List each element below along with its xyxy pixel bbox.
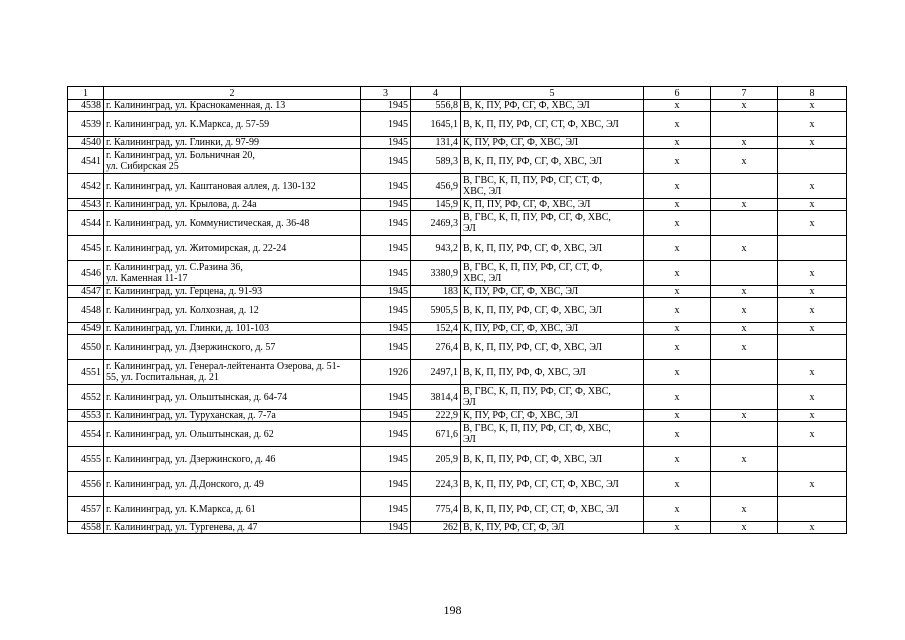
year-cell: 1945 xyxy=(361,211,411,236)
header-row xyxy=(68,87,847,100)
area-cell: 556,8 xyxy=(411,100,461,112)
row-id: 4539 xyxy=(68,112,104,137)
utilities-cell: В, К, П, ПУ, РФ, СГ, СТ, Ф, ХВС, ЭЛ xyxy=(461,112,644,137)
col6-mark: х xyxy=(644,137,711,149)
area-cell: 456,9 xyxy=(411,174,461,199)
row-id: 4545 xyxy=(68,236,104,261)
row-id: 4550 xyxy=(68,335,104,360)
col6-mark: х xyxy=(644,286,711,298)
utilities-cell: В, ГВС, К, П, ПУ, РФ, СГ, Ф, ХВС, ЭЛ xyxy=(461,422,644,447)
col8-mark xyxy=(778,236,847,261)
row-id: 4556 xyxy=(68,472,104,497)
row-id: 4546 xyxy=(68,261,104,286)
table-row xyxy=(68,149,847,174)
address-cell: г. Калининград, ул. Крылова, д. 24а xyxy=(104,199,361,211)
col6-mark: х xyxy=(644,261,711,286)
col7-mark: х xyxy=(711,298,778,323)
col7-mark xyxy=(711,360,778,385)
area-cell: 1645,1 xyxy=(411,112,461,137)
column-header-3: 3 xyxy=(361,87,411,100)
col6-mark: х xyxy=(644,497,711,522)
utilities-cell: В, ГВС, К, П, ПУ, РФ, СГ, Ф, ХВС, ЭЛ xyxy=(461,211,644,236)
column-header-4: 4 xyxy=(411,87,461,100)
table-row xyxy=(68,360,847,385)
table-row xyxy=(68,286,847,298)
year-cell: 1945 xyxy=(361,447,411,472)
col7-mark xyxy=(711,422,778,447)
address-cell: г. Калининград, ул. Туруханская, д. 7-7а xyxy=(104,410,361,422)
utilities-cell: В, ГВС, К, П, ПУ, РФ, СГ, СТ, Ф, ХВС, ЭЛ xyxy=(461,261,644,286)
table-row xyxy=(68,410,847,422)
utilities-cell: В, К, П, ПУ, РФ, СГ, Ф, ХВС, ЭЛ xyxy=(461,236,644,261)
row-id: 4544 xyxy=(68,211,104,236)
address-cell: г. Калининград, ул. К.Маркса, д. 57-59 xyxy=(104,112,361,137)
address-cell: г. Калининград, ул. Больничная 20, ул. Сибирская 25 xyxy=(104,149,361,174)
col7-mark xyxy=(711,174,778,199)
year-cell: 1945 xyxy=(361,137,411,149)
col6-mark: х xyxy=(644,360,711,385)
col7-mark: х xyxy=(711,149,778,174)
row-id: 4551 xyxy=(68,360,104,385)
col8-mark: х xyxy=(778,100,847,112)
col7-mark: х xyxy=(711,447,778,472)
area-cell: 943,2 xyxy=(411,236,461,261)
col7-mark: х xyxy=(711,137,778,149)
col7-mark xyxy=(711,472,778,497)
address-cell: г. Калининград, ул. К.Маркса, д. 61 xyxy=(104,497,361,522)
utilities-cell: В, ГВС, К, П, ПУ, РФ, СГ, Ф, ХВС, ЭЛ xyxy=(461,385,644,410)
address-cell: г. Калининград, ул. Коммунистическая, д. 36-48 xyxy=(104,211,361,236)
row-id: 4549 xyxy=(68,323,104,335)
table-row xyxy=(68,323,847,335)
col8-mark: х xyxy=(778,360,847,385)
utilities-cell: К, ПУ, РФ, СГ, Ф, ХВС, ЭЛ xyxy=(461,137,644,149)
year-cell: 1945 xyxy=(361,174,411,199)
address-cell: г. Калининград, ул. Каштановая аллея, д. 130-132 xyxy=(104,174,361,199)
col7-mark: х xyxy=(711,100,778,112)
col8-mark: х xyxy=(778,112,847,137)
col6-mark: х xyxy=(644,447,711,472)
address-cell: г. Калининград, ул. С.Разина 36, ул. Каменная 11-17 xyxy=(104,261,361,286)
utilities-cell: К, ПУ, РФ, СГ, Ф, ХВС, ЭЛ xyxy=(461,323,644,335)
col7-mark xyxy=(711,112,778,137)
row-id: 4548 xyxy=(68,298,104,323)
col7-mark: х xyxy=(711,410,778,422)
col6-mark: х xyxy=(644,236,711,261)
col6-mark: х xyxy=(644,472,711,497)
area-cell: 2469,3 xyxy=(411,211,461,236)
address-cell: г. Калининград, ул. Герцена, д. 91-93 xyxy=(104,286,361,298)
column-header-2: 2 xyxy=(104,87,361,100)
col6-mark: х xyxy=(644,335,711,360)
utilities-cell: К, П, ПУ, РФ, СГ, Ф, ХВС, ЭЛ xyxy=(461,199,644,211)
col7-mark: х xyxy=(711,335,778,360)
area-cell: 131,4 xyxy=(411,137,461,149)
area-cell: 224,3 xyxy=(411,472,461,497)
area-cell: 2497,1 xyxy=(411,360,461,385)
col8-mark xyxy=(778,149,847,174)
col8-mark: х xyxy=(778,422,847,447)
row-id: 4538 xyxy=(68,100,104,112)
table-row xyxy=(68,236,847,261)
area-cell: 262 xyxy=(411,522,461,534)
utilities-cell: В, К, П, ПУ, РФ, СГ, Ф, ХВС, ЭЛ xyxy=(461,447,644,472)
col6-mark: х xyxy=(644,149,711,174)
col7-mark: х xyxy=(711,199,778,211)
year-cell: 1926 xyxy=(361,360,411,385)
col8-mark: х xyxy=(778,298,847,323)
area-cell: 3814,4 xyxy=(411,385,461,410)
column-header-1: 1 xyxy=(68,87,104,100)
col7-mark: х xyxy=(711,522,778,534)
year-cell: 1945 xyxy=(361,236,411,261)
row-id: 4540 xyxy=(68,137,104,149)
year-cell: 1945 xyxy=(361,298,411,323)
year-cell: 1945 xyxy=(361,335,411,360)
year-cell: 1945 xyxy=(361,100,411,112)
col8-mark: х xyxy=(778,137,847,149)
column-header-7: 7 xyxy=(711,87,778,100)
utilities-cell: В, ГВС, К, П, ПУ, РФ, СГ, СТ, Ф, ХВС, ЭЛ xyxy=(461,174,644,199)
area-cell: 276,4 xyxy=(411,335,461,360)
address-cell: г. Калининград, ул. Генерал-лейтенанта Озерова, д. 51- 55, ул. Госпитальная, д. 21 xyxy=(104,360,361,385)
table-row xyxy=(68,335,847,360)
address-cell: г. Калининград, ул. Ольштынская, д. 62 xyxy=(104,422,361,447)
table-row xyxy=(68,298,847,323)
utilities-cell: К, ПУ, РФ, СГ, Ф, ХВС, ЭЛ xyxy=(461,286,644,298)
address-cell: г. Калининград, ул. Житомирская, д. 22-24 xyxy=(104,236,361,261)
col8-mark: х xyxy=(778,174,847,199)
column-header-8: 8 xyxy=(778,87,847,100)
housing-table xyxy=(67,86,847,534)
area-cell: 152,4 xyxy=(411,323,461,335)
col8-mark: х xyxy=(778,410,847,422)
area-cell: 671,6 xyxy=(411,422,461,447)
row-id: 4547 xyxy=(68,286,104,298)
table-row xyxy=(68,522,847,534)
col6-mark: х xyxy=(644,298,711,323)
table-row xyxy=(68,174,847,199)
row-id: 4557 xyxy=(68,497,104,522)
address-cell: г. Калининград, ул. Краснокаменная, д. 13 xyxy=(104,100,361,112)
row-id: 4554 xyxy=(68,422,104,447)
year-cell: 1945 xyxy=(361,261,411,286)
year-cell: 1945 xyxy=(361,472,411,497)
utilities-cell: В, К, П, ПУ, РФ, СГ, Ф, ХВС, ЭЛ xyxy=(461,149,644,174)
row-id: 4553 xyxy=(68,410,104,422)
col8-mark: х xyxy=(778,211,847,236)
utilities-cell: В, К, П, ПУ, РФ, СГ, Ф, ХВС, ЭЛ xyxy=(461,335,644,360)
column-header-5: 5 xyxy=(461,87,644,100)
col8-mark xyxy=(778,497,847,522)
col7-mark: х xyxy=(711,236,778,261)
page-number: 198 xyxy=(443,603,462,617)
year-cell: 1945 xyxy=(361,497,411,522)
area-cell: 3380,9 xyxy=(411,261,461,286)
row-id: 4541 xyxy=(68,149,104,174)
year-cell: 1945 xyxy=(361,422,411,447)
table-row xyxy=(68,261,847,286)
utilities-cell: В, К, ПУ, РФ, СГ, Ф, ЭЛ xyxy=(461,522,644,534)
year-cell: 1945 xyxy=(361,286,411,298)
col6-mark: х xyxy=(644,174,711,199)
year-cell: 1945 xyxy=(361,522,411,534)
area-cell: 589,3 xyxy=(411,149,461,174)
utilities-cell: В, К, П, ПУ, РФ, СГ, СТ, Ф, ХВС, ЭЛ xyxy=(461,497,644,522)
col8-mark: х xyxy=(778,323,847,335)
address-cell: г. Калининград, ул. Тургенева, д. 47 xyxy=(104,522,361,534)
col7-mark xyxy=(711,385,778,410)
table-row xyxy=(68,447,847,472)
address-cell: г. Калининград, ул. Глинки, д. 101-103 xyxy=(104,323,361,335)
col6-mark: х xyxy=(644,522,711,534)
column-header-6: 6 xyxy=(644,87,711,100)
col6-mark: х xyxy=(644,323,711,335)
address-cell: г. Калининград, ул. Колхозная, д. 12 xyxy=(104,298,361,323)
table-row xyxy=(68,422,847,447)
year-cell: 1945 xyxy=(361,410,411,422)
col7-mark: х xyxy=(711,323,778,335)
col7-mark: х xyxy=(711,286,778,298)
col7-mark xyxy=(711,261,778,286)
area-cell: 222,9 xyxy=(411,410,461,422)
table-row xyxy=(68,100,847,112)
col8-mark: х xyxy=(778,286,847,298)
year-cell: 1945 xyxy=(361,112,411,137)
year-cell: 1945 xyxy=(361,199,411,211)
col7-mark xyxy=(711,211,778,236)
row-id: 4543 xyxy=(68,199,104,211)
row-id: 4542 xyxy=(68,174,104,199)
table-row xyxy=(68,385,847,410)
col6-mark: х xyxy=(644,422,711,447)
col6-mark: х xyxy=(644,199,711,211)
address-cell: г. Калининград, ул. Дзержинского, д. 57 xyxy=(104,335,361,360)
utilities-cell: В, К, П, ПУ, РФ, СГ, СТ, Ф, ХВС, ЭЛ xyxy=(461,472,644,497)
row-id: 4555 xyxy=(68,447,104,472)
table-row xyxy=(68,199,847,211)
utilities-cell: К, ПУ, РФ, СГ, Ф, ХВС, ЭЛ xyxy=(461,410,644,422)
address-cell: г. Калининград, ул. Д.Донского, д. 49 xyxy=(104,472,361,497)
col8-mark: х xyxy=(778,522,847,534)
address-cell: г. Калининград, ул. Дзержинского, д. 46 xyxy=(104,447,361,472)
col8-mark xyxy=(778,335,847,360)
table-row xyxy=(68,211,847,236)
year-cell: 1945 xyxy=(361,149,411,174)
table-row xyxy=(68,472,847,497)
col6-mark: х xyxy=(644,100,711,112)
col7-mark: х xyxy=(711,497,778,522)
area-cell: 205,9 xyxy=(411,447,461,472)
col8-mark: х xyxy=(778,261,847,286)
area-cell: 183 xyxy=(411,286,461,298)
year-cell: 1945 xyxy=(361,323,411,335)
col6-mark: х xyxy=(644,385,711,410)
row-id: 4558 xyxy=(68,522,104,534)
col8-mark xyxy=(778,447,847,472)
utilities-cell: В, К, ПУ, РФ, СГ, Ф, ХВС, ЭЛ xyxy=(461,100,644,112)
col6-mark: х xyxy=(644,410,711,422)
address-cell: г. Калининград, ул. Глинки, д. 97-99 xyxy=(104,137,361,149)
area-cell: 145,9 xyxy=(411,199,461,211)
utilities-cell: В, К, П, ПУ, РФ, СГ, Ф, ХВС, ЭЛ xyxy=(461,298,644,323)
table-row xyxy=(68,497,847,522)
col8-mark: х xyxy=(778,385,847,410)
table-row xyxy=(68,112,847,137)
col6-mark: х xyxy=(644,112,711,137)
col8-mark: х xyxy=(778,199,847,211)
row-id: 4552 xyxy=(68,385,104,410)
utilities-cell: В, К, П, ПУ, РФ, Ф, ХВС, ЭЛ xyxy=(461,360,644,385)
table-row xyxy=(68,137,847,149)
year-cell: 1945 xyxy=(361,385,411,410)
col6-mark: х xyxy=(644,211,711,236)
col8-mark: х xyxy=(778,472,847,497)
area-cell: 5905,5 xyxy=(411,298,461,323)
area-cell: 775,4 xyxy=(411,497,461,522)
address-cell: г. Калининград, ул. Ольштынская, д. 64-74 xyxy=(104,385,361,410)
